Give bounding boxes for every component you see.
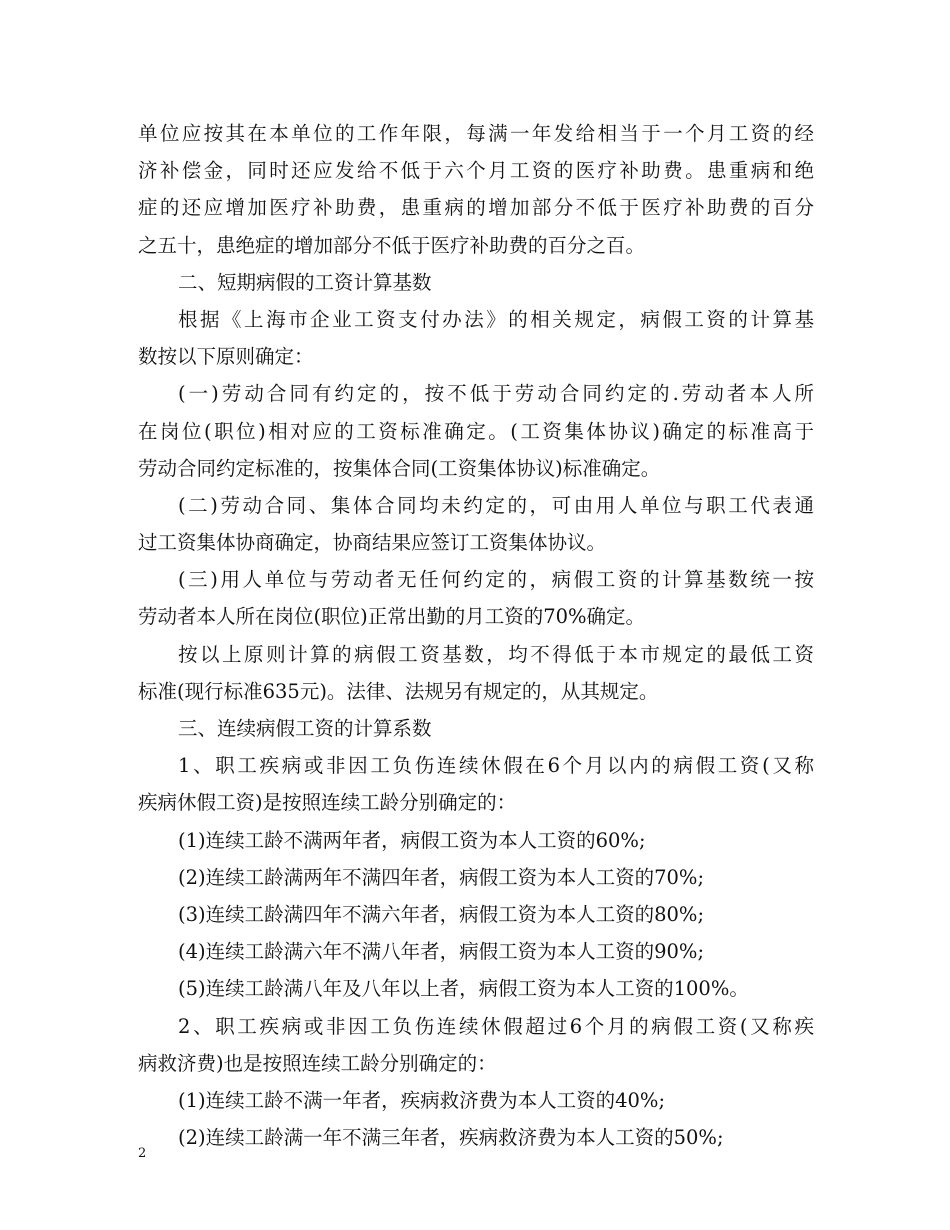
- text-line: 在岗位(职位)相对应的工资标准确定。(工资集体协议)确定的标准高于: [138, 419, 814, 443]
- list-item: (5)连续工龄满八年及八年以上者，病假工资为本人工资的100%。: [178, 977, 749, 1001]
- text-line: (三)用人单位与劳动者无任何约定的，病假工资的计算基数统一按: [178, 568, 814, 592]
- text-line: 劳动者本人所在岗位(职位)正常出勤的月工资的70%确定。: [138, 605, 646, 629]
- page-number: 2: [138, 1146, 147, 1161]
- text-line: 症的还应增加医疗补助费，患重病的增加部分不低于医疗补助费的百分: [138, 196, 814, 220]
- document-body: [138, 115, 814, 1156]
- text-line: 疾病休假工资)是按照连续工龄分别确定的：: [138, 791, 517, 815]
- list-item: (2)连续工龄满一年不满三年者，疾病救济费为本人工资的50%;: [178, 1126, 724, 1150]
- list-item: (2)连续工龄满两年不满四年者，病假工资为本人工资的70%;: [178, 865, 705, 889]
- text-line: 单位应按其在本单位的工作年限，每满一年发给相当于一个月工资的经: [138, 122, 814, 145]
- list-item: (3)连续工龄满四年不满六年者，病假工资为本人工资的80%;: [178, 902, 705, 926]
- list-item: (1)连续工龄不满两年者，病假工资为本人工资的60%;: [178, 828, 646, 852]
- text-line: 数按以下原则确定：: [138, 345, 314, 369]
- text-line: 2、职工疾病或非因工负伤连续休假超过6个月的病假工资(又称疾: [178, 1014, 814, 1038]
- text-line: 过工资集体协商确定，协商结果应签订工资集体协议。: [138, 531, 607, 555]
- text-line: (一)劳动合同有约定的，按不低于劳动合同约定的.劳动者本人所: [178, 382, 814, 406]
- text-line: 病救济费)也是按照连续工龄分别确定的：: [138, 1051, 497, 1075]
- text-line: 之五十，患绝症的增加部分不低于医疗补助费的百分之百。: [138, 233, 646, 257]
- section-heading: 二、短期病假的工资计算基数: [178, 270, 432, 294]
- list-item: (1)连续工龄不满一年者，疾病救济费为本人工资的40%;: [178, 1088, 666, 1112]
- text-line: 标准(现行标准635元)。法律、法规另有规定的，从其规定。: [138, 679, 659, 703]
- text-line: 济补偿金，同时还应发给不低于六个月工资的医疗补助费。患重病和绝: [138, 159, 814, 183]
- text-line: 1、职工疾病或非因工负伤连续休假在6个月以内的病假工资(又称: [178, 754, 814, 778]
- text-line: 劳动合同约定标准的，按集体合同(工资集体协议)标准确定。: [138, 456, 661, 480]
- text-line: (二)劳动合同、集体合同均未约定的，可由用人单位与职工代表通: [178, 493, 814, 517]
- text-line: 根据《上海市企业工资支付办法》的相关规定，病假工资的计算基: [178, 307, 814, 331]
- section-heading: 三、连续病假工资的计算系数: [178, 717, 432, 740]
- text-line: 按以上原则计算的病假工资基数，均不得低于本市规定的最低工资: [178, 642, 814, 666]
- list-item: (4)连续工龄满六年不满八年者，病假工资为本人工资的90%;: [178, 940, 705, 964]
